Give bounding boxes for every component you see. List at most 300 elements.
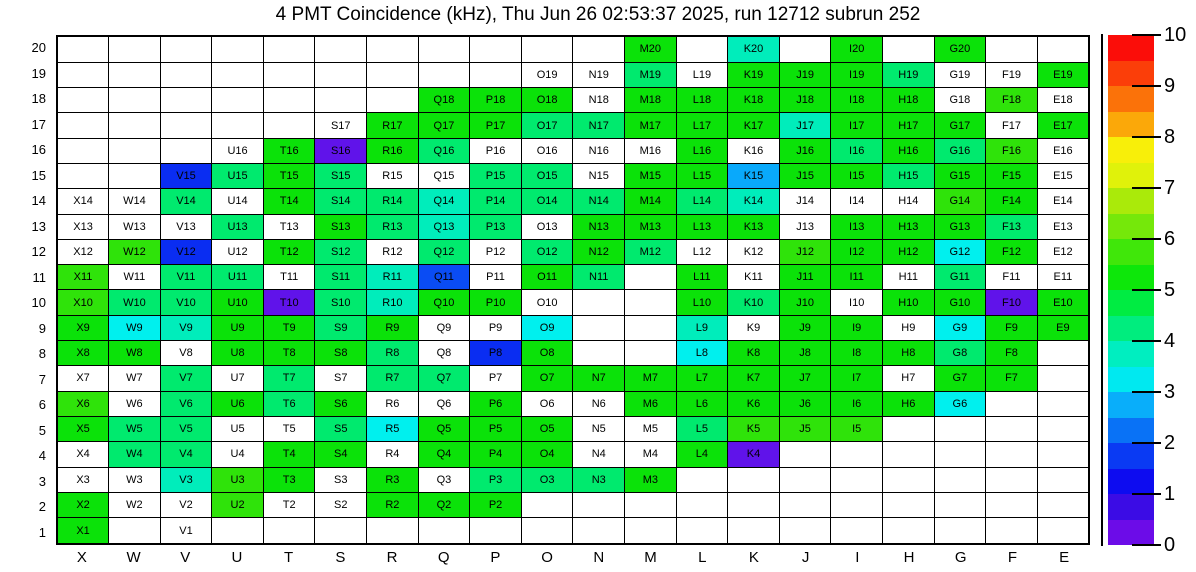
grid-cell-empty — [573, 492, 625, 517]
cell-E13: E13 — [1037, 214, 1089, 239]
grid-cell-empty — [160, 113, 212, 138]
grid-cell-empty — [1037, 36, 1089, 62]
cell-W7: W7 — [109, 366, 161, 391]
cell-L13: L13 — [676, 214, 728, 239]
cell-W11: W11 — [109, 265, 161, 290]
cell-U2: U2 — [212, 492, 264, 517]
colorbar-tick — [1132, 136, 1161, 138]
grid-cell-empty — [57, 163, 109, 188]
grid-cell-empty — [263, 518, 315, 544]
colorbar-segment — [1108, 392, 1154, 418]
grid-cell-empty — [779, 492, 831, 517]
grid-cell-empty — [779, 442, 831, 467]
cell-K16: K16 — [728, 138, 780, 163]
cell-K12: K12 — [728, 239, 780, 264]
colorbar-segment — [1108, 61, 1154, 87]
row-label-6: 6 — [38, 397, 46, 413]
cell-N12: N12 — [573, 239, 625, 264]
cell-U16: U16 — [212, 138, 264, 163]
colorbar-segment — [1108, 35, 1154, 61]
cell-I13: I13 — [831, 214, 883, 239]
cell-Q4: Q4 — [418, 442, 470, 467]
row-label-18: 18 — [31, 91, 46, 107]
column-label-I: I — [855, 548, 860, 566]
column-label-S: S — [335, 548, 346, 566]
colorbar-tick — [1132, 289, 1161, 291]
cell-Q11: Q11 — [418, 265, 470, 290]
cell-M12: M12 — [625, 239, 677, 264]
cell-G20: G20 — [934, 36, 986, 62]
cell-T3: T3 — [263, 467, 315, 492]
cell-X8: X8 — [57, 341, 109, 366]
cell-R16: R16 — [367, 138, 419, 163]
cell-L6: L6 — [676, 391, 728, 416]
cell-G15: G15 — [934, 163, 986, 188]
cell-O9: O9 — [521, 315, 573, 340]
row-label-5: 5 — [38, 422, 46, 438]
cell-O18: O18 — [521, 88, 573, 113]
colorbar-tick-label-7: 7 — [1164, 176, 1176, 199]
cell-O4: O4 — [521, 442, 573, 467]
cell-K11: K11 — [728, 265, 780, 290]
cell-S15: S15 — [315, 163, 367, 188]
cell-H11: H11 — [883, 265, 935, 290]
cell-R2: R2 — [367, 492, 419, 517]
cell-Q6: Q6 — [418, 391, 470, 416]
cell-Q3: Q3 — [418, 467, 470, 492]
cell-T12: T12 — [263, 239, 315, 264]
cell-N14: N14 — [573, 189, 625, 214]
cell-N5: N5 — [573, 416, 625, 441]
cell-F7: F7 — [986, 366, 1038, 391]
cell-J5: J5 — [779, 416, 831, 441]
cell-O6: O6 — [521, 391, 573, 416]
row-label-19: 19 — [31, 65, 46, 81]
cell-O10: O10 — [521, 290, 573, 315]
cell-E14: E14 — [1037, 189, 1089, 214]
colorbar-segment — [1108, 494, 1154, 520]
cell-E16: E16 — [1037, 138, 1089, 163]
cell-L19: L19 — [676, 62, 728, 87]
cell-J13: J13 — [779, 214, 831, 239]
cell-G14: G14 — [934, 189, 986, 214]
cell-S5: S5 — [315, 416, 367, 441]
cell-U10: U10 — [212, 290, 264, 315]
cell-O3: O3 — [521, 467, 573, 492]
cell-P11: P11 — [470, 265, 522, 290]
row-label-7: 7 — [38, 371, 46, 387]
cell-N4: N4 — [573, 442, 625, 467]
cell-G7: G7 — [934, 366, 986, 391]
cell-H18: H18 — [883, 88, 935, 113]
cell-M7: M7 — [625, 366, 677, 391]
column-label-J: J — [801, 548, 810, 566]
cell-X4: X4 — [57, 442, 109, 467]
cell-I14: I14 — [831, 189, 883, 214]
cell-Q17: Q17 — [418, 113, 470, 138]
cell-V15: V15 — [160, 163, 212, 188]
cell-M15: M15 — [625, 163, 677, 188]
colorbar-tick — [1132, 238, 1161, 240]
cell-I10: I10 — [831, 290, 883, 315]
grid-cell-empty — [883, 492, 935, 517]
cell-S9: S9 — [315, 315, 367, 340]
cell-O5: O5 — [521, 416, 573, 441]
cell-M20: M20 — [625, 36, 677, 62]
grid-cell-empty — [109, 88, 161, 113]
grid-cell-empty — [109, 138, 161, 163]
grid-cell-empty — [418, 62, 470, 87]
cell-M18: M18 — [625, 88, 677, 113]
grid-cell-empty — [315, 88, 367, 113]
cell-U11: U11 — [212, 265, 264, 290]
cell-L10: L10 — [676, 290, 728, 315]
cell-P18: P18 — [470, 88, 522, 113]
cell-F8: F8 — [986, 341, 1038, 366]
cell-T10: T10 — [263, 290, 315, 315]
cell-R15: R15 — [367, 163, 419, 188]
colorbar-segment — [1108, 341, 1154, 367]
cell-N3: N3 — [573, 467, 625, 492]
cell-N13: N13 — [573, 214, 625, 239]
cell-S12: S12 — [315, 239, 367, 264]
cell-Q7: Q7 — [418, 366, 470, 391]
cell-O19: O19 — [521, 62, 573, 87]
cell-H9: H9 — [883, 315, 935, 340]
column-label-T: T — [284, 548, 294, 566]
cell-H19: H19 — [883, 62, 935, 87]
cell-P13: P13 — [470, 214, 522, 239]
cell-L7: L7 — [676, 366, 728, 391]
grid-cell-empty — [160, 138, 212, 163]
cell-S14: S14 — [315, 189, 367, 214]
cell-E17: E17 — [1037, 113, 1089, 138]
cell-G10: G10 — [934, 290, 986, 315]
colorbar-tick — [1132, 442, 1161, 444]
column-label-M: M — [644, 548, 657, 566]
grid-cell-empty — [212, 36, 264, 62]
row-label-3: 3 — [38, 473, 46, 489]
grid-cell-empty — [57, 138, 109, 163]
cell-S8: S8 — [315, 341, 367, 366]
colorbar-segment — [1108, 469, 1154, 495]
colorbar-tick-label-3: 3 — [1164, 380, 1176, 403]
cell-F14: F14 — [986, 189, 1038, 214]
cell-P14: P14 — [470, 189, 522, 214]
cell-P3: P3 — [470, 467, 522, 492]
cell-X3: X3 — [57, 467, 109, 492]
grid-cell-empty — [573, 36, 625, 62]
cell-T6: T6 — [263, 391, 315, 416]
cell-I5: I5 — [831, 416, 883, 441]
cell-J12: J12 — [779, 239, 831, 264]
cell-V1: V1 — [160, 518, 212, 544]
grid-cell-empty — [57, 62, 109, 87]
cell-W10: W10 — [109, 290, 161, 315]
grid-cell-empty — [831, 492, 883, 517]
cell-K17: K17 — [728, 113, 780, 138]
cell-X2: X2 — [57, 492, 109, 517]
cell-F17: F17 — [986, 113, 1038, 138]
row-label-17: 17 — [31, 116, 46, 132]
cell-U14: U14 — [212, 189, 264, 214]
colorbar-segment — [1108, 520, 1154, 546]
cell-M13: M13 — [625, 214, 677, 239]
grid-cell-empty — [986, 492, 1038, 517]
row-label-16: 16 — [31, 142, 46, 158]
grid-cell-empty — [986, 518, 1038, 544]
cell-P15: P15 — [470, 163, 522, 188]
cell-N15: N15 — [573, 163, 625, 188]
grid-cell-empty — [625, 492, 677, 517]
cell-L17: L17 — [676, 113, 728, 138]
cell-F9: F9 — [986, 315, 1038, 340]
grid-cell-empty — [986, 36, 1038, 62]
grid-cell-empty — [160, 88, 212, 113]
cell-E15: E15 — [1037, 163, 1089, 188]
cell-J14: J14 — [779, 189, 831, 214]
cell-U7: U7 — [212, 366, 264, 391]
cell-J7: J7 — [779, 366, 831, 391]
cell-W9: W9 — [109, 315, 161, 340]
cell-V2: V2 — [160, 492, 212, 517]
cell-O12: O12 — [521, 239, 573, 264]
cell-K7: K7 — [728, 366, 780, 391]
grid-cell-empty — [573, 290, 625, 315]
cell-Q10: Q10 — [418, 290, 470, 315]
cell-K9: K9 — [728, 315, 780, 340]
cell-N6: N6 — [573, 391, 625, 416]
cell-O17: O17 — [521, 113, 573, 138]
grid-cell-empty — [934, 416, 986, 441]
cell-I12: I12 — [831, 239, 883, 264]
cell-T16: T16 — [263, 138, 315, 163]
cell-U6: U6 — [212, 391, 264, 416]
cell-V6: V6 — [160, 391, 212, 416]
cell-V8: V8 — [160, 341, 212, 366]
cell-V14: V14 — [160, 189, 212, 214]
cell-W4: W4 — [109, 442, 161, 467]
cell-K4: K4 — [728, 442, 780, 467]
grid-cell-empty — [212, 518, 264, 544]
grid-cell-empty — [986, 442, 1038, 467]
column-label-N: N — [593, 548, 605, 566]
cell-U3: U3 — [212, 467, 264, 492]
cell-M17: M17 — [625, 113, 677, 138]
cell-N7: N7 — [573, 366, 625, 391]
grid-cell-empty — [315, 518, 367, 544]
cell-U8: U8 — [212, 341, 264, 366]
cell-U5: U5 — [212, 416, 264, 441]
row-label-13: 13 — [31, 218, 46, 234]
grid-cell-empty — [418, 518, 470, 544]
cell-V3: V3 — [160, 467, 212, 492]
colorbar-tick — [1132, 85, 1161, 87]
cell-K19: K19 — [728, 62, 780, 87]
grid-cell-empty — [521, 492, 573, 517]
cell-L8: L8 — [676, 341, 728, 366]
grid-cell-empty — [57, 88, 109, 113]
cell-P6: P6 — [470, 391, 522, 416]
cell-X9: X9 — [57, 315, 109, 340]
cell-P9: P9 — [470, 315, 522, 340]
row-label-9: 9 — [38, 320, 46, 336]
cell-Q16: Q16 — [418, 138, 470, 163]
colorbar-tick-label-8: 8 — [1164, 125, 1176, 148]
cell-U13: U13 — [212, 214, 264, 239]
cell-O14: O14 — [521, 189, 573, 214]
cell-G13: G13 — [934, 214, 986, 239]
column-label-Q: Q — [437, 548, 450, 566]
cell-P5: P5 — [470, 416, 522, 441]
cell-F13: F13 — [986, 214, 1038, 239]
grid-cell-empty — [883, 416, 935, 441]
cell-G8: G8 — [934, 341, 986, 366]
grid-cell-empty — [573, 315, 625, 340]
grid-cell-empty — [1037, 492, 1089, 517]
grid-cell-empty — [109, 62, 161, 87]
colorbar-segment — [1108, 239, 1154, 265]
grid-cell-empty — [1037, 518, 1089, 544]
cell-K10: K10 — [728, 290, 780, 315]
cell-G18: G18 — [934, 88, 986, 113]
cell-P4: P4 — [470, 442, 522, 467]
cell-O13: O13 — [521, 214, 573, 239]
grid-cell-empty — [625, 290, 677, 315]
cell-J8: J8 — [779, 341, 831, 366]
cell-H15: H15 — [883, 163, 935, 188]
grid-cell-empty — [470, 518, 522, 544]
grid-cell-empty — [1037, 391, 1089, 416]
cell-H12: H12 — [883, 239, 935, 264]
cell-Q2: Q2 — [418, 492, 470, 517]
grid-cell-empty — [160, 62, 212, 87]
cell-S3: S3 — [315, 467, 367, 492]
cell-Q9: Q9 — [418, 315, 470, 340]
cell-G6: G6 — [934, 391, 986, 416]
colorbar-tick-label-5: 5 — [1164, 278, 1176, 301]
cell-V4: V4 — [160, 442, 212, 467]
cell-J10: J10 — [779, 290, 831, 315]
heatmap-grid — [56, 35, 1090, 545]
colorbar-tick-label-6: 6 — [1164, 227, 1176, 250]
cell-P8: P8 — [470, 341, 522, 366]
grid-cell-empty — [160, 36, 212, 62]
grid-cell-empty — [1037, 442, 1089, 467]
cell-T4: T4 — [263, 442, 315, 467]
grid-cell-empty — [212, 88, 264, 113]
grid-cell-empty — [109, 518, 161, 544]
cell-S6: S6 — [315, 391, 367, 416]
cell-H7: H7 — [883, 366, 935, 391]
cell-O8: O8 — [521, 341, 573, 366]
cell-K8: K8 — [728, 341, 780, 366]
cell-F11: F11 — [986, 265, 1038, 290]
cell-H13: H13 — [883, 214, 935, 239]
cell-V9: V9 — [160, 315, 212, 340]
cell-L9: L9 — [676, 315, 728, 340]
grid-cell-empty — [367, 518, 419, 544]
colorbar-segment — [1108, 163, 1154, 189]
grid-cell-empty — [831, 442, 883, 467]
cell-Q5: Q5 — [418, 416, 470, 441]
cell-F12: F12 — [986, 239, 1038, 264]
grid-cell-empty — [1037, 467, 1089, 492]
cell-W12: W12 — [109, 239, 161, 264]
colorbar-segment — [1108, 265, 1154, 291]
cell-S16: S16 — [315, 138, 367, 163]
colorbar-tick-label-4: 4 — [1164, 329, 1176, 352]
grid-cell-empty — [1037, 366, 1089, 391]
cell-X11: X11 — [57, 265, 109, 290]
cell-O16: O16 — [521, 138, 573, 163]
cell-Q12: Q12 — [418, 239, 470, 264]
cell-W3: W3 — [109, 467, 161, 492]
cell-R7: R7 — [367, 366, 419, 391]
cell-S11: S11 — [315, 265, 367, 290]
grid-cell-empty — [676, 492, 728, 517]
column-label-R: R — [386, 548, 398, 566]
grid-cell-empty — [625, 265, 677, 290]
cell-E11: E11 — [1037, 265, 1089, 290]
grid-cell-empty — [676, 518, 728, 544]
cell-F19: F19 — [986, 62, 1038, 87]
cell-G11: G11 — [934, 265, 986, 290]
cell-O15: O15 — [521, 163, 573, 188]
grid-cell-empty — [367, 62, 419, 87]
cell-W14: W14 — [109, 189, 161, 214]
cell-J16: J16 — [779, 138, 831, 163]
chart-title: 4 PMT Coincidence (kHz), Thu Jun 26 02:53:37 2025, run 12712 subrun 252 — [275, 4, 921, 25]
grid-cell-empty — [57, 113, 109, 138]
cell-E9: E9 — [1037, 315, 1089, 340]
cell-U12: U12 — [212, 239, 264, 264]
column-label-O: O — [541, 548, 553, 566]
cell-U9: U9 — [212, 315, 264, 340]
grid-cell-empty — [212, 62, 264, 87]
cell-L14: L14 — [676, 189, 728, 214]
colorbar-tick-label-1: 1 — [1164, 482, 1176, 505]
cell-Q14: Q14 — [418, 189, 470, 214]
grid-cell-empty — [1037, 341, 1089, 366]
cell-V10: V10 — [160, 290, 212, 315]
cell-G19: G19 — [934, 62, 986, 87]
colorbar-segment — [1108, 188, 1154, 214]
grid-cell-empty — [934, 518, 986, 544]
row-label-12: 12 — [31, 244, 46, 260]
cell-G12: G12 — [934, 239, 986, 264]
cell-I11: I11 — [831, 265, 883, 290]
cell-O11: O11 — [521, 265, 573, 290]
cell-I16: I16 — [831, 138, 883, 163]
row-label-10: 10 — [31, 295, 46, 311]
cell-S2: S2 — [315, 492, 367, 517]
cell-I8: I8 — [831, 341, 883, 366]
cell-Q8: Q8 — [418, 341, 470, 366]
cell-I18: I18 — [831, 88, 883, 113]
grid-cell-empty — [418, 36, 470, 62]
colorbar-tick-label-0: 0 — [1164, 533, 1176, 556]
cell-V5: V5 — [160, 416, 212, 441]
cell-S4: S4 — [315, 442, 367, 467]
colorbar-tick-label-9: 9 — [1164, 74, 1176, 97]
cell-H10: H10 — [883, 290, 935, 315]
cell-N18: N18 — [573, 88, 625, 113]
cell-K20: K20 — [728, 36, 780, 62]
cell-K18: K18 — [728, 88, 780, 113]
grid-cell-empty — [986, 467, 1038, 492]
grid-cell-empty — [109, 36, 161, 62]
